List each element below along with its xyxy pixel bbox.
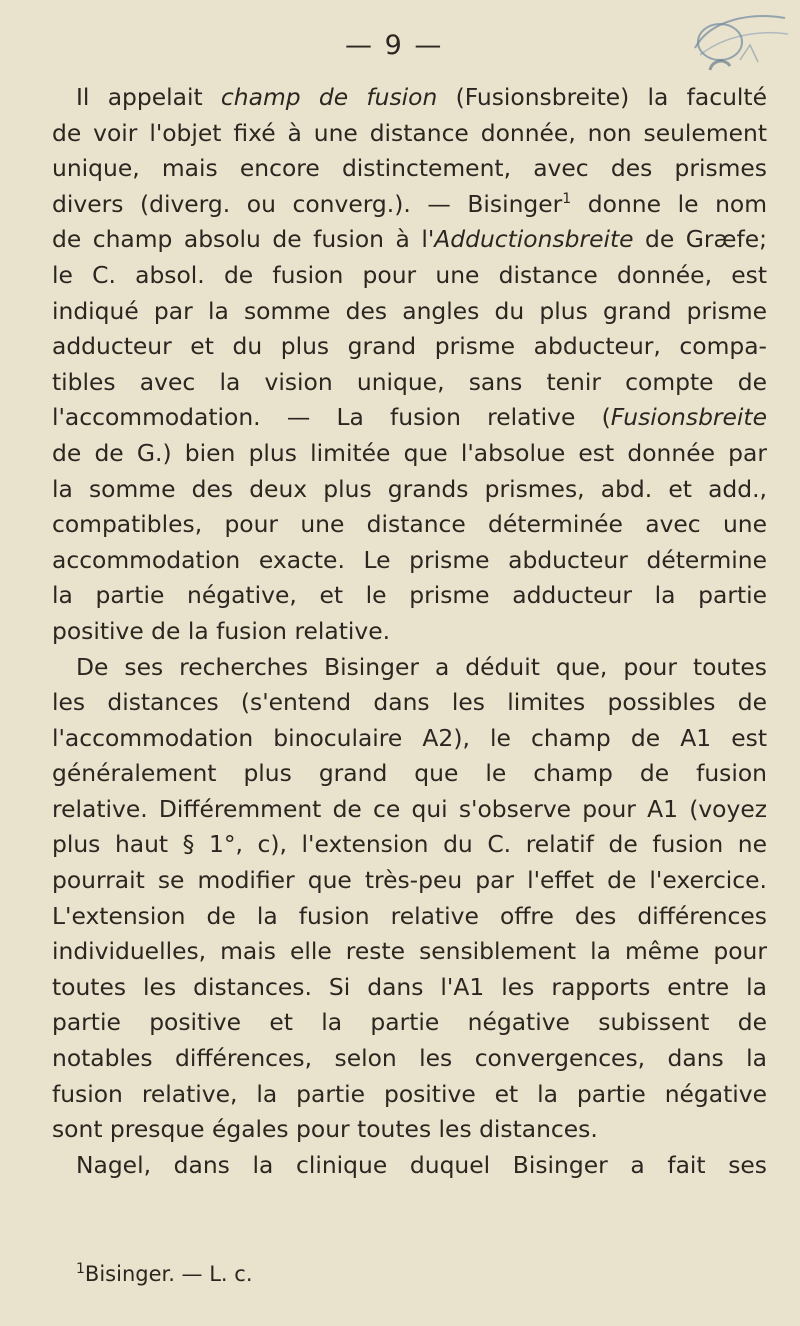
text-run: fusion relative, la partie positive et la partie négative (52, 1079, 767, 1108)
text-line (52, 721, 767, 757)
text-line (52, 1077, 767, 1113)
text-line (52, 116, 767, 152)
body-text (52, 80, 767, 1183)
text-run: individuelles, mais elle reste sensiblement la même pour (52, 937, 767, 966)
text-run: de champ absolu de fusion à l' (52, 225, 435, 254)
text-line (52, 934, 767, 970)
text-line (52, 650, 767, 686)
text-line (52, 578, 767, 614)
text-line (52, 472, 767, 508)
text-line (52, 365, 767, 401)
text-run: divers (diverg. ou converg.). — Bisinger (52, 189, 563, 218)
text-line (52, 970, 767, 1006)
text-run: de de G.) bien plus limitée que l'absolue est donnée par (52, 438, 767, 467)
footnote-marker: 1 (76, 1261, 85, 1277)
text-run: l'accommodation binoculaire A2), le champ de A1 est (52, 723, 767, 752)
text-run: la partie négative, et le prisme adducteur la partie (52, 581, 767, 610)
text-run: adducteur et du plus grand prisme abducteur, compa- (52, 332, 767, 361)
text-run: Il appelait (76, 83, 221, 111)
text-line (52, 1005, 767, 1041)
text-line (52, 1148, 767, 1184)
text-line (52, 400, 767, 436)
text-run: tibles avec la vision unique, sans tenir compte de (52, 367, 767, 396)
text-line (52, 436, 767, 472)
text-run: plus haut § 1°, c), l'extension du C. relatif de fusion ne (52, 830, 767, 859)
text-run: donne le nom (571, 189, 767, 218)
text-run: pourrait se modifier que très-peu par l'effet de l'exercice. (52, 866, 767, 895)
footnote-text: Bisinger. — L. c. (84, 1262, 253, 1286)
text-run: unique, mais encore distinctement, avec des prismes (52, 154, 767, 183)
text-run: l'accommodation. — La fusion relative ( (52, 403, 611, 432)
text-run: L'extension de la fusion relative offre des différences (52, 901, 767, 930)
text-line (52, 294, 767, 330)
text-line (52, 80, 767, 116)
text-run: les distances (s'entend dans les limites possibles de (52, 688, 767, 717)
text-run: accommodation exacte. Le prisme abducteur détermine (52, 545, 767, 574)
text-line (52, 258, 767, 294)
text-line (52, 151, 767, 187)
text-line (52, 899, 767, 935)
text-run: sont presque égales pour toutes les distances. (52, 1115, 598, 1144)
text-run: relative. Différemment de ce qui s'observe pour A1 (voyez (52, 794, 767, 823)
text-run: (Fusionsbreite) la faculté (437, 83, 767, 111)
text-line (52, 1041, 767, 1077)
library-stamp-icon (600, 0, 790, 80)
text-line (52, 1112, 767, 1148)
text-run: le C. absol. de fusion pour une distance donnée, est (52, 260, 767, 289)
text-line (52, 543, 767, 579)
text-run: généralement plus grand que le champ de fusion (52, 759, 767, 788)
text-line (52, 507, 767, 543)
text-run: toutes les distances. Si dans l'A1 les rapports entre la (52, 972, 767, 1001)
text-line (52, 329, 767, 365)
text-run: de Græfe; (633, 225, 767, 254)
text-line (52, 756, 767, 792)
italic-term: champ de fusion (220, 83, 438, 111)
text-run: Nagel, dans la clinique duquel Bisinger a fait ses (76, 1150, 767, 1179)
text-line (52, 827, 767, 863)
page-number: — 9 — (345, 30, 444, 61)
text-run: notables différences, selon les convergences, dans la (52, 1044, 767, 1073)
text-line (52, 614, 767, 650)
text-run: la somme des deux plus grands prismes, abd. et add., (52, 474, 767, 503)
text-line (52, 685, 767, 721)
text-run: partie positive et la partie négative subissent de (52, 1008, 767, 1037)
text-run: positive de la fusion relative. (52, 616, 391, 645)
italic-term: Adductionsbreite (434, 225, 634, 254)
text-line (52, 187, 767, 223)
text-run: De ses recherches Bisinger a déduit que, pour toutes (76, 652, 767, 681)
text-run: de voir l'objet fixé à une distance donnée, non seulement (52, 118, 767, 147)
footnote-ref: 1 (562, 190, 572, 207)
italic-term: Fusionsbreite (610, 403, 767, 432)
footnote (76, 1262, 253, 1286)
text-run: indiqué par la somme des angles du plus grand prisme (52, 296, 767, 325)
text-line (52, 863, 767, 899)
text-line (52, 792, 767, 828)
text-run: compatibles, pour une distance déterminée avec une (52, 510, 767, 539)
text-line (52, 222, 767, 258)
